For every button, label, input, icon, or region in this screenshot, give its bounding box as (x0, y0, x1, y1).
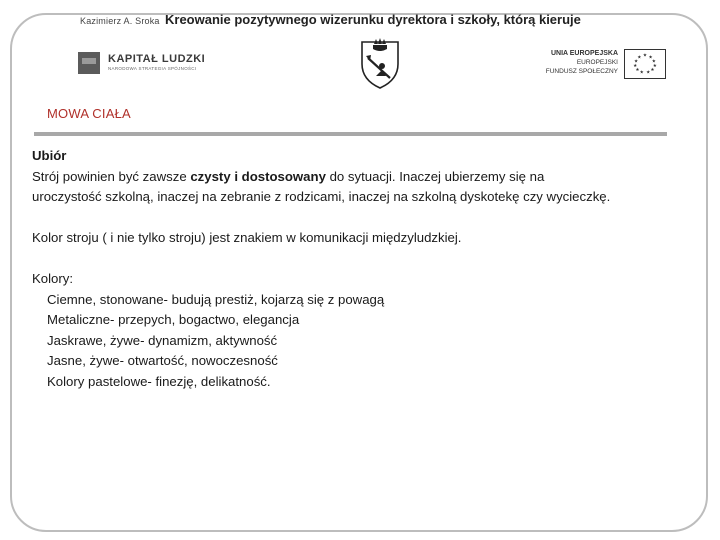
kapital-ludzki-emblem-icon (78, 52, 100, 74)
list-item: Kolory pastelowe- finezję, delikatność. (47, 373, 271, 389)
kapital-ludzki-logo (78, 50, 206, 76)
list-item: Ciemne, stonowane- budują prestiż, kojarzą się z powagą (47, 291, 385, 307)
svg-text:★: ★ (637, 55, 642, 61)
section-heading: MOWA CIAŁA (47, 106, 131, 121)
slide-body (32, 146, 682, 392)
svg-text:★: ★ (635, 68, 640, 73)
paragraph-outfit: Strój powinien być zawsze czysty i dostosowany do sytuacji. Inaczej ubierzemy się na (32, 168, 545, 184)
svg-text:★: ★ (648, 55, 653, 61)
svg-text:★: ★ (652, 63, 657, 69)
svg-text:★: ★ (650, 68, 655, 73)
paragraph-color: Kolor stroju ( i nie tylko stroju) jest znakiem w komunikacji międzyludzkiej. (32, 230, 462, 245)
svg-text:★: ★ (642, 53, 648, 59)
svg-text:★: ★ (633, 63, 638, 69)
colors-list (32, 290, 682, 393)
divider (34, 132, 667, 136)
list-item: Metaliczne- przepych, bogactwo, elegancja (47, 312, 300, 327)
eu-logo (545, 49, 670, 81)
slide-title: Kreowanie pozytywnego wizerunku dyrektora i szkoły, którą kieruje (165, 12, 581, 27)
svg-text:★: ★ (639, 70, 644, 76)
list-item: Jasne, żywe- otwartość, nowoczesność (47, 353, 278, 368)
emphasis-text: czysty i dostosowany (190, 168, 326, 184)
colors-label: Kolory: (32, 271, 74, 286)
kapital-ludzki-subtitle: NARODOWA STRATEGIA SPÓJNOŚCI (108, 66, 197, 71)
eu-logo-text: UNIA EUROPEJSKA EUROPEJSKI FUNDUSZ SPOŁECZNY (545, 50, 618, 75)
svg-text:★: ★ (651, 59, 656, 65)
author-name: Kazimierz A. Sroka (80, 16, 160, 26)
coat-of-arms-icon (358, 36, 402, 90)
svg-text:★: ★ (646, 70, 651, 76)
kapital-ludzki-name: KAPITAŁ LUDZKI (108, 53, 206, 65)
content-heading: Ubiór (32, 148, 67, 163)
paragraph-outfit-line2: uroczystość szkolną, inaczej na zebranie z rodzicami, inaczej na szkolną dyskotekę czy wycieczkę. (32, 189, 611, 204)
list-item: Jaskrawe, żywe- dynamizm, aktywność (47, 332, 278, 348)
svg-text:★: ★ (634, 59, 639, 65)
eu-flag-icon (624, 49, 666, 79)
